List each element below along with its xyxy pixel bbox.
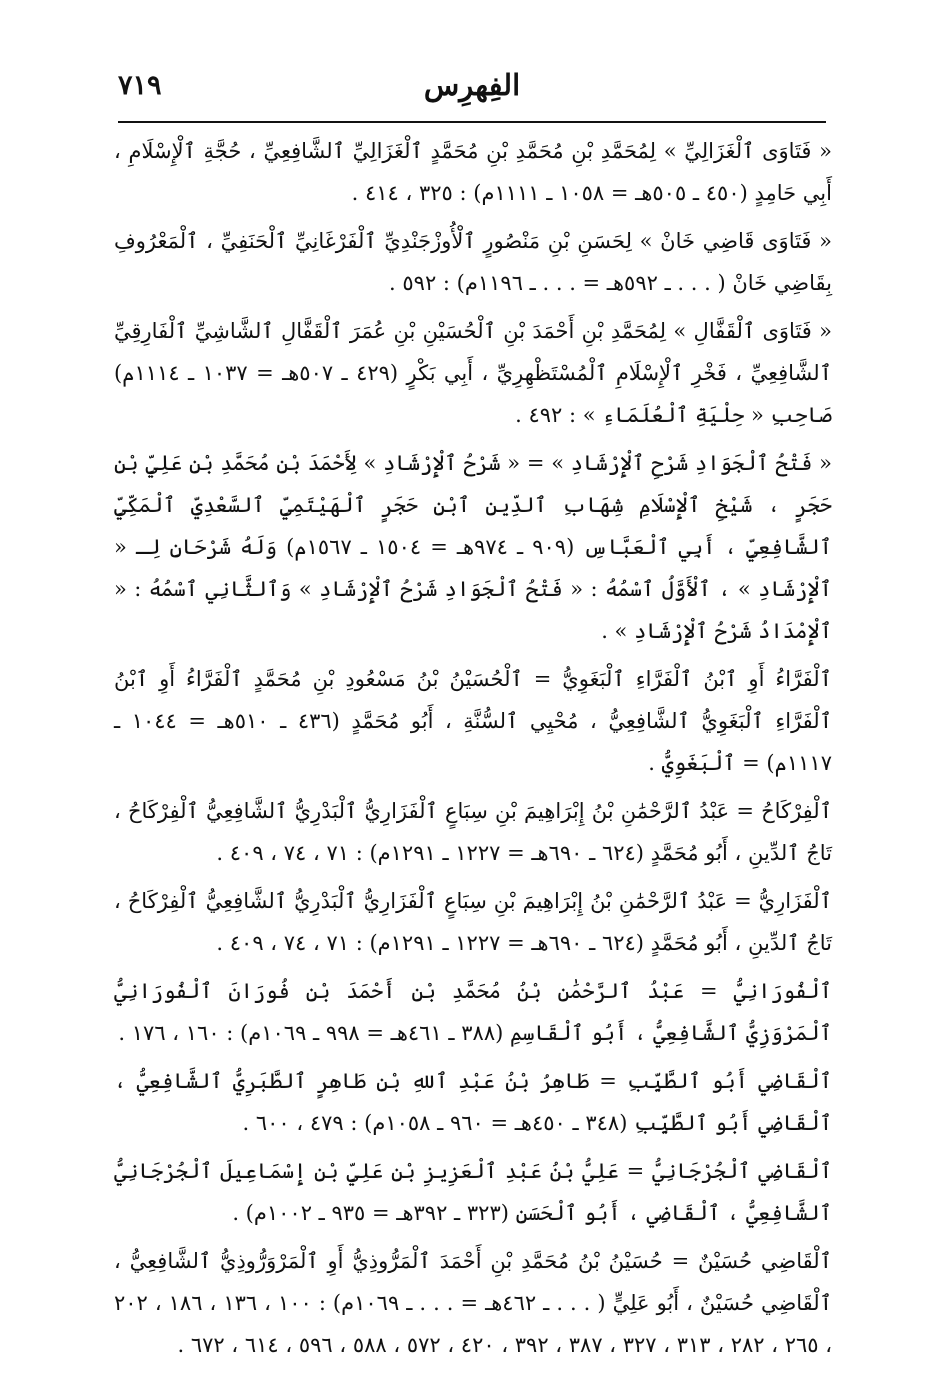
index-entry: ٱلْفَزَارِيُّ = عَبْدُ ٱلرَّحْمَٰنِ بْنُ إِبْرَاهِيمَ بْنِ سِبَاعٍ ٱلْفَزَارِيُّ ٱلْبَدْرِيُّ ٱلشَّافِعِيُّ ٱلْفِرْكَاحُ ، تَاجُ ٱلدِّينِ ، أَبُو مُحَمَّدٍ (٦٢٤ ـ ٦٩٠هـ = ١٢٢٧ ـ ١٢٩١م) : ٧١ ، ٧٤ ، ٤٠٩ .: [114, 889, 832, 955]
index-entry: « فَتَاوَى ٱلْقَفَّالِ » لِمُحَمَّدِ بْنِ أَحْمَدَ بْنِ ٱلْحُسَيْنِ بْنِ عُمَرَ ٱلْقَفَّالِ ٱلشَّاشِيِّ ٱلْفَارِقِيِّ ٱلشَّافِعِيِّ ، فَخْرِ ٱلْإِسْلَامِ ٱلْمُسْتَظْهِرِيِّ ، أَبِي بَكْرٍ (٤٢٩ ـ ٥٠٧هـ = ١٠٣٧ ـ ١١١٤م) صَاحِبِ « حِلْيَةِ ٱلْعُلَمَاءِ » : ٤٩٢ .: [114, 319, 832, 427]
index-entry: ٱلْفُورَانِيُّ = عَبْدُ ٱلرَّحْمَٰنِ بْنُ مُحَمَّدِ بْنِ أَحْمَدَ بْنِ فُورَانَ ٱلْفُورَانِيُّ ٱلْمَرْوَزِيُّ ٱلشَّافِعِيُّ ، أَبُو ٱلْقَاسِمِ (٣٨٨ ـ ٤٦١هـ = ٩٩٨ ـ ١٠٦٩م) : ١٦٠ ، ١٧٦ .: [114, 979, 832, 1045]
index-entry: « فَتَاوَى قَاضِي خَانْ » لِحَسَنِ بْنِ مَنْصُورٍ ٱلْأُوزْجَنْدِيِّ ٱلْفَرْغَانِيِّ ٱلْحَنَفِيِّ ، ٱلْمَعْرُوفِ بِقَاضِي خَانْ ( . . . ـ ٥٩٢هـ = . . . ـ ١١٩٦م) : ٥٩٢ .: [114, 229, 832, 295]
running-title: الفِهرِس: [423, 68, 521, 102]
index-entry: ٱلْقَاضِي حُسَيْنٌ = حُسَيْنُ بْنُ مُحَمَّدِ بْنِ أَحْمَدَ ٱلْمَرُّوذِيُّ أَوِ ٱلْمَرْوَرُّوذِيُّ ٱلشَّافِعِيُّ ، ٱلْقَاضِي حُسَيْنٌ ، أَبُو عَلِيٍّ ( . . . ـ ٤٦٢هـ = . . . ـ ١٠٦٩م) : ١٠٠ ، ١٣٦ ، ١٨٦ ، ٢٠٢ ، ٢٦٥ ، ٢٨٢ ، ٣١٣ ، ٣٢٧ ، ٣٨٧ ، ٣٩٢ ، ٤٢٠ ، ٥٧٢ ، ٥٨٨ ، ٥٩٦ ، ٦١٤ ، ٦٧٢ .: [114, 1249, 833, 1357]
page-header: [118, 66, 826, 116]
index-entries: [114, 130, 832, 1372]
index-entry: ٱلْقَاضِي ٱلْجُرْجَانِيُّ = عَلِيُّ بْنُ عَبْدِ ٱلْعَزِيزِ بْنِ عَلِيِّ بْنِ إِسْمَاعِيلَ ٱلْجُرْجَانِيُّ ٱلشَّافِعِيُّ ، ٱلْقَاضِي ، أَبُو ٱلْحَسَنِ (٣٢٣ ـ ٣٩٢هـ = ٩٣٥ ـ ١٠٠٢م) .: [114, 1159, 832, 1225]
index-entry: « فَتَاوَى ٱلْغَزَالِيِّ » لِمُحَمَّدِ بْنِ مُحَمَّدِ بْنِ مُحَمَّدٍ ٱلْغَزَالِيِّ ٱلشَّافِعِيِّ ، حُجَّةِ ٱلْإِسْلَامِ ، أَبِي حَامِدٍ (٤٥٠ ـ ٥٠٥هـ = ١٠٥٨ ـ ١١١١م) : ٣٢٥ ، ٤١٤ .: [114, 139, 832, 205]
index-entry: ٱلْفَرَّاءُ أَوِ ٱبْنُ ٱلْفَرَّاءِ ٱلْبَغَوِيُّ = ٱلْحُسَيْنُ بْنُ مَسْعُودِ بْنِ مُحَمَّدٍ ٱلْفَرَّاءُ أَوِ ٱبْنُ ٱلْفَرَّاءِ ٱلْبَغَوِيُّ ٱلشَّافِعِيُّ ، مُحْيِي ٱلسُّنَّةِ ، أَبُو مُحَمَّدٍ (٤٣٦ ـ ٥١٠هـ = ١٠٤٤ ـ ١١١٧م) = ٱلْبَغَوِيُّ .: [114, 667, 832, 775]
index-entry: ٱلْقَاضِي أَبُو ٱلطَّيِّبِ = طَاهِرُ بْنُ عَبْدِ ٱللهِ بْنِ طَاهِرٍ ٱلطَّبَرِيُّ ٱلشَّافِعِيُّ ، ٱلْقَاضِي أَبُو ٱلطَّيِّبِ (٣٤٨ ـ ٤٥٠هـ = ٩٦٠ ـ ١٠٥٨م) : ٤٧٩ ، ٦٠٠ .: [114, 1069, 832, 1135]
index-entry: ٱلْفِرْكَاحُ = عَبْدُ ٱلرَّحْمَٰنِ بْنُ إِبْرَاهِيمَ بْنِ سِبَاعٍ ٱلْفَزَارِيُّ ٱلْبَدْرِيُّ ٱلشَّافِعِيُّ ٱلْفِرْكَاحُ ، تَاجُ ٱلدِّينِ ، أَبُو مُحَمَّدٍ (٦٢٤ ـ ٦٩٠هـ = ١٢٢٧ ـ ١٢٩١م) : ٧١ ، ٧٤ ، ٤٠٩ .: [114, 799, 832, 865]
index-entry: « فَتْحُ ٱلْجَوَادِ شَرْحِ ٱلْإِرْشَادِ » = « شَرْحُ ٱلْإِرْشَادِ » لِأَحْمَدَ بْنِ مُحَمَّدِ بْنِ عَلِيِّ بْنِ حَجَرٍ ، شَيْخِ ٱلْإِسْلَامِ شِهَابِ ٱلدِّينِ ٱبْنِ حَجَرٍ ٱلْهَيْتَمِيِّ ٱلسَّعْدِيِّ ٱلْمَكِّيِّ ٱلشَّافِعِيِّ ، أَبِي ٱلْعَبَّاسِ (٩٠٩ ـ ٩٧٤هـ = ١٥٠٤ ـ ١٥٦٧م) وَلَهُ شَرْحَانِ لِـ « ٱلْإِرْشَادِ » ، ٱلْأَوَّلُ ٱسْمُهُ : « فَتْحُ ٱلْجَوَادِ شَرْحُ ٱلْإِرْشَادِ » وَٱلثَّانِي ٱسْمُهُ : « ٱلْإِمْدَادُ شَرْحُ ٱلْإِرْشَادِ » .: [114, 451, 832, 643]
header-rule: [118, 121, 826, 123]
page-number: ٧١٩: [118, 70, 162, 101]
